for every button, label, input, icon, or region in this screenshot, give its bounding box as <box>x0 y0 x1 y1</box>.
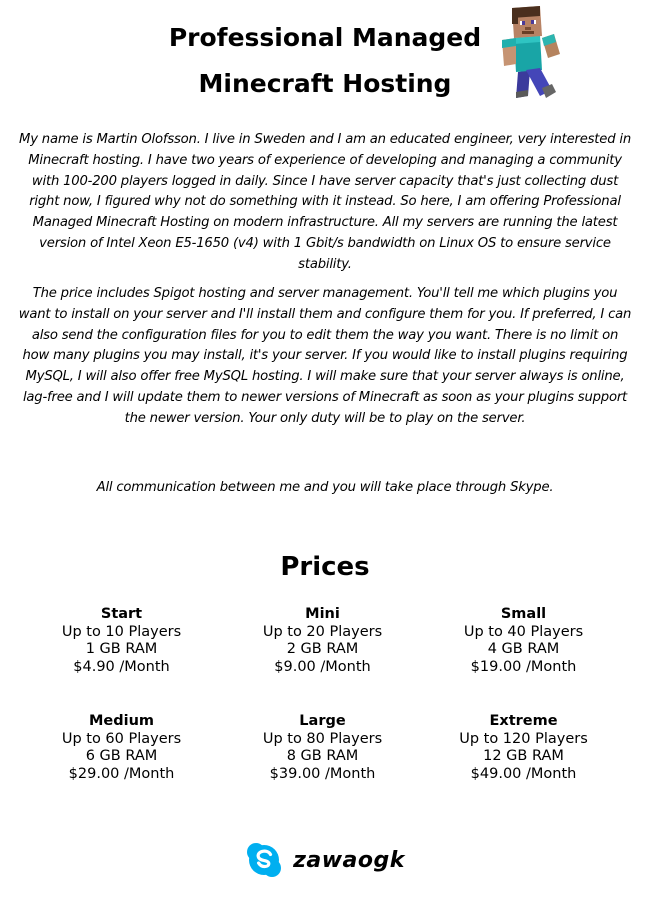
plan-name: Extreme <box>489 713 558 729</box>
intro-paragraph-contact: All communication between me and you will take place through Skype. <box>96 480 554 495</box>
page-title-line-2: Minecraft Hosting <box>198 69 452 98</box>
plan-players: Up to 80 Players <box>262 730 383 747</box>
plan-medium <box>21 713 222 820</box>
prices-heading: Prices <box>280 552 370 582</box>
plan-players: Up to 120 Players <box>459 730 588 747</box>
plan-price: $29.00 /Month <box>68 765 175 782</box>
plan-name: Small <box>500 606 547 622</box>
plan-extreme <box>423 713 624 820</box>
plan-players: Up to 20 Players <box>262 623 383 640</box>
plan-price: $4.90 /Month <box>73 658 170 675</box>
pricing-grid <box>21 606 626 820</box>
plan-ram: 12 GB RAM <box>483 748 564 764</box>
skype-username: zawaogk <box>293 847 405 873</box>
plan-name: Start <box>100 606 143 622</box>
plan-players: Up to 10 Players <box>61 623 182 640</box>
plan-ram: 6 GB RAM <box>85 748 158 764</box>
plan-players: Up to 40 Players <box>463 623 584 640</box>
skype-icon <box>245 841 283 879</box>
plan-price: $19.00 /Month <box>470 658 577 675</box>
plan-price: $39.00 /Month <box>269 765 376 782</box>
intro-paragraph-about: My name is Martin Olofsson. I live in Sweden and I am an educated engineer, very interested in Minecraft hosting. I have two years of experience of developing and managing a community with 100-200 players logged in daily. Since I have server capacity that's just collecting dust right now, I figured why not do something with it instead. So here, I am offering Professional Managed Minecraft Hosting on modern infrastructure. All my servers are running the latest version of Intel Xeon E5-1650 (v4) with 1 Gbit/s bandwidth on Linux OS to ensure service stability. <box>19 132 631 272</box>
plan-name: Mini <box>305 606 340 622</box>
plan-players: Up to 60 Players <box>61 730 182 747</box>
plan-ram: 8 GB RAM <box>286 748 359 764</box>
skype-contact <box>0 840 650 880</box>
plan-small <box>423 606 624 713</box>
plan-start <box>21 606 222 713</box>
intro-paragraph-service: The price includes Spigot hosting and server management. You'll tell me which plugins you want to install on your server and I'll install them and configure them for you. If preferred, I can also send the configuration files for you to edit them the way you want. There is no limit on how many plugins you may install, it's your server. If you would like to install plugins requiring MySQL, I will also offer free MySQL hosting. I will make sure that your server always is online, lag-free and I will update them to newer versions of Minecraft as soon as your plugins support the newer version. Your only duty will be to play on the server. <box>18 286 632 426</box>
minecraft-steve-icon <box>498 4 564 102</box>
plan-mini <box>222 606 423 713</box>
plan-price: $9.00 /Month <box>274 658 371 675</box>
plan-name: Large <box>299 713 346 729</box>
plan-ram: 4 GB RAM <box>487 641 560 657</box>
plan-ram: 1 GB RAM <box>85 641 158 657</box>
page-title-line-1: Professional Managed <box>168 23 482 52</box>
plan-ram: 2 GB RAM <box>286 641 359 657</box>
plan-price: $49.00 /Month <box>470 765 577 782</box>
plan-large <box>222 713 423 820</box>
plan-name: Medium <box>88 713 155 729</box>
